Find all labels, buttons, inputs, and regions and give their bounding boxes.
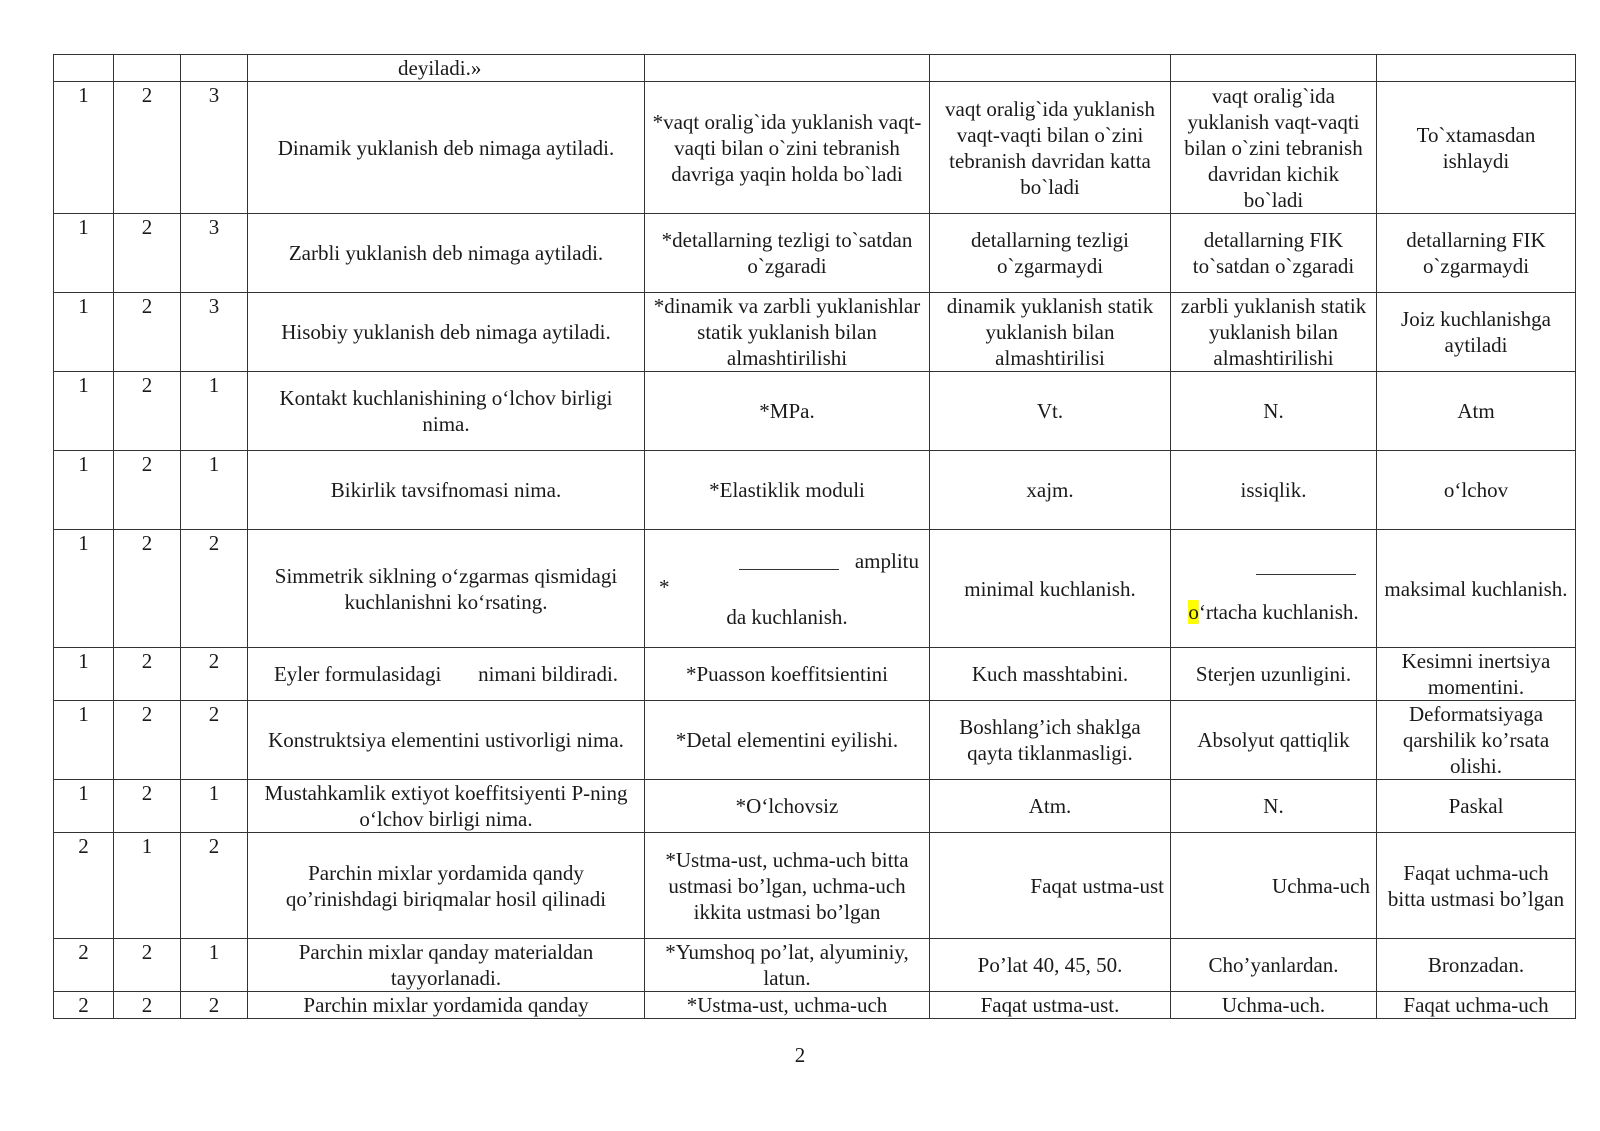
topic-cell: 2 [114, 530, 181, 648]
answer-cell: minimal kuchlanish. [930, 530, 1171, 648]
answer-cell: detallarning FIK to`satdan o`zgaradi [1171, 214, 1377, 293]
correct-answer-cell: *Ustma-ust, uchma-uch bitta ustmasi bo’lgan, uchma-uch ikkita ustmasi bo’lgan [645, 833, 930, 939]
difficulty-cell: 2 [181, 833, 248, 939]
difficulty-cell: 1 [181, 939, 248, 992]
difficulty-cell: 1 [181, 372, 248, 451]
answer-cell: Vt. [930, 372, 1171, 451]
formula-blank [739, 555, 839, 570]
topic-cell: 2 [114, 992, 181, 1019]
question-cell: Kontakt kuchlanishining o‘lchov birligi nima. [248, 372, 645, 451]
table-row [54, 82, 1576, 214]
correct-answer-cell: *Detal elementini eyilishi. [645, 701, 930, 780]
answer-cell: Faqat uchma-uch [1377, 992, 1576, 1019]
answer-cell: detallarning tezligi o`zgarmaydi [930, 214, 1171, 293]
level-cell: 1 [54, 82, 114, 214]
topic-cell: 2 [114, 82, 181, 214]
answer-cell: Uchma-uch. [1171, 992, 1377, 1019]
table-row [54, 293, 1576, 372]
level-cell: 1 [54, 293, 114, 372]
table-row [54, 451, 1576, 530]
topic-cell: 2 [114, 648, 181, 701]
difficulty-cell: 3 [181, 214, 248, 293]
answer-cell: Kuch masshtabini. [930, 648, 1171, 701]
answer-cell: dinamik yuklanish statik yuklanish bilan almashtirilisi [930, 293, 1171, 372]
question-cell: Mustahkamlik extiyot koeffitsiyenti P-ning o‘lchov birligi nima. [248, 780, 645, 833]
correct-answer-cell: *Yumshoq po’lat, alyuminiy, latun. [645, 939, 930, 992]
answer-cell [1171, 530, 1377, 648]
table-row [54, 701, 1576, 780]
answer-tail: da kuchlanish. [726, 604, 848, 629]
table-row [54, 214, 1576, 293]
correct-answer-cell: *Elastiklik moduli [645, 451, 930, 530]
topic-cell: 2 [114, 214, 181, 293]
answer-cell: o‘lchov [1377, 451, 1576, 530]
topic-cell: 2 [114, 780, 181, 833]
table-row [54, 530, 1576, 648]
level-cell: 2 [54, 992, 114, 1019]
answer-cell: xajm. [930, 451, 1171, 530]
correct-answer-cell: *MPa. [645, 372, 930, 451]
answer-cell: Deformatsiyaga qarshilik ko’rsata olishi. [1377, 701, 1576, 780]
answer-cell: To`xtamasdan ishlaydi [1377, 82, 1576, 214]
question-cell: Simmetrik siklning o‘zgarmas qismidagi kuchlanishni ko‘rsating. [248, 530, 645, 648]
question-cell: Parchin mixlar qanday materialdan tayyorlanadi. [248, 939, 645, 992]
answer-cell: Kesimni inertsiya momentini. [1377, 648, 1576, 701]
answer-cell: vaqt oralig`ida yuklanish vaqt-vaqti bilan o`zini tebranish davridan katta bo`ladi [930, 82, 1171, 214]
answer-cell: Bronzadan. [1377, 939, 1576, 992]
level-cell: 2 [54, 833, 114, 939]
table-row [54, 55, 1576, 82]
question-cell: deyiladi.» [248, 55, 645, 82]
question-cell: Eyler formulasidagi nimani bildiradi. [248, 648, 645, 701]
correct-answer-cell: *detallarning tezligi to`satdan o`zgaradi [645, 214, 930, 293]
correct-answer-cell: *O‘lchovsiz [645, 780, 930, 833]
topic-cell: 2 [114, 372, 181, 451]
question-cell: Parchin mixlar yordamida qandy qo’rinishdagi biriqmalar hosil qilinadi [248, 833, 645, 939]
question-cell: Parchin mixlar yordamida qanday [248, 992, 645, 1019]
level-cell: 1 [54, 214, 114, 293]
formula-blank [1256, 560, 1356, 575]
answer-cell: issiqlik. [1171, 451, 1377, 530]
table-row [54, 780, 1576, 833]
question-cell: Dinamik yuklanish deb nimaga aytiladi. [248, 82, 645, 214]
difficulty-cell: 2 [181, 701, 248, 780]
level-cell: 1 [54, 451, 114, 530]
level-cell: 1 [54, 780, 114, 833]
difficulty-cell: 2 [181, 648, 248, 701]
answer-star: * [659, 574, 670, 599]
level-cell: 1 [54, 530, 114, 648]
answer-cell: Atm. [930, 780, 1171, 833]
level-cell: 1 [54, 372, 114, 451]
quiz-table [53, 54, 1576, 1019]
page-number: 2 [794, 1043, 806, 1067]
answer-cell: Joiz kuchlanishga aytiladi [1377, 293, 1576, 372]
difficulty-cell: 2 [181, 530, 248, 648]
difficulty-cell: 1 [181, 451, 248, 530]
answer-cell: Atm [1377, 372, 1576, 451]
level-cell: 2 [54, 939, 114, 992]
correct-answer-cell: *Puasson koeffitsientini [645, 648, 930, 701]
answer-cell: Faqat ustma-ust. [930, 992, 1171, 1019]
highlighted-letter: o [1188, 599, 1199, 624]
answer-cell: detallarning FIK o`zgarmaydi [1377, 214, 1576, 293]
difficulty-cell: 3 [181, 82, 248, 214]
answer-cell: Absolyut qattiqlik [1171, 701, 1377, 780]
answer-cell: Sterjen uzunligini. [1171, 648, 1377, 701]
answer-word: amplitu [854, 548, 919, 573]
difficulty-cell: 2 [181, 992, 248, 1019]
level-cell: 1 [54, 648, 114, 701]
question-cell: Zarbli yuklanish deb nimaga aytiladi. [248, 214, 645, 293]
answer-cell: maksimal kuchlanish. [1377, 530, 1576, 648]
answer-cell: Uchma-uch [1171, 833, 1377, 939]
table-row [54, 648, 1576, 701]
level-cell: 1 [54, 701, 114, 780]
table-row [54, 833, 1576, 939]
topic-cell: 1 [114, 833, 181, 939]
answer-text: ‘rtacha kuchlanish. [1198, 599, 1359, 624]
topic-cell: 2 [114, 293, 181, 372]
correct-answer-cell: *dinamik va zarbli yuklanishlar statik yuklanish bilan almashtirilishi [645, 293, 930, 372]
answer-cell: N. [1171, 372, 1377, 451]
correct-answer-cell: *Ustma-ust, uchma-uch [645, 992, 930, 1019]
answer-cell: N. [1171, 780, 1377, 833]
table-row [54, 372, 1576, 451]
question-cell: Bikirlik tavsifnomasi nima. [248, 451, 645, 530]
answer-cell: Faqat uchma-uch bitta ustmasi bo’lgan [1377, 833, 1576, 939]
answer-cell: zarbli yuklanish statik yuklanish bilan almashtirilishi [1171, 293, 1377, 372]
topic-cell: 2 [114, 939, 181, 992]
correct-answer-cell [645, 530, 930, 648]
difficulty-cell: 3 [181, 293, 248, 372]
table-row [54, 939, 1576, 992]
correct-answer-cell: *vaqt oralig`ida yuklanish vaqt-vaqti bilan o`zini tebranish davriga yaqin holda bo`ladi [645, 82, 930, 214]
answer-cell: Faqat ustma-ust [930, 833, 1171, 939]
answer-cell: Paskal [1377, 780, 1576, 833]
question-cell: Hisobiy yuklanish deb nimaga aytiladi. [248, 293, 645, 372]
answer-cell: vaqt oralig`ida yuklanish vaqt-vaqti bilan o`zini tebranish davridan kichik bo`ladi [1171, 82, 1377, 214]
difficulty-cell: 1 [181, 780, 248, 833]
answer-cell: Boshlang’ich shaklga qayta tiklanmasligi. [930, 701, 1171, 780]
answer-cell: Po’lat 40, 45, 50. [930, 939, 1171, 992]
table-row [54, 992, 1576, 1019]
answer-cell: Cho’yanlardan. [1171, 939, 1377, 992]
question-cell: Konstruktsiya elementini ustivorligi nima. [248, 701, 645, 780]
topic-cell: 2 [114, 451, 181, 530]
topic-cell: 2 [114, 701, 181, 780]
